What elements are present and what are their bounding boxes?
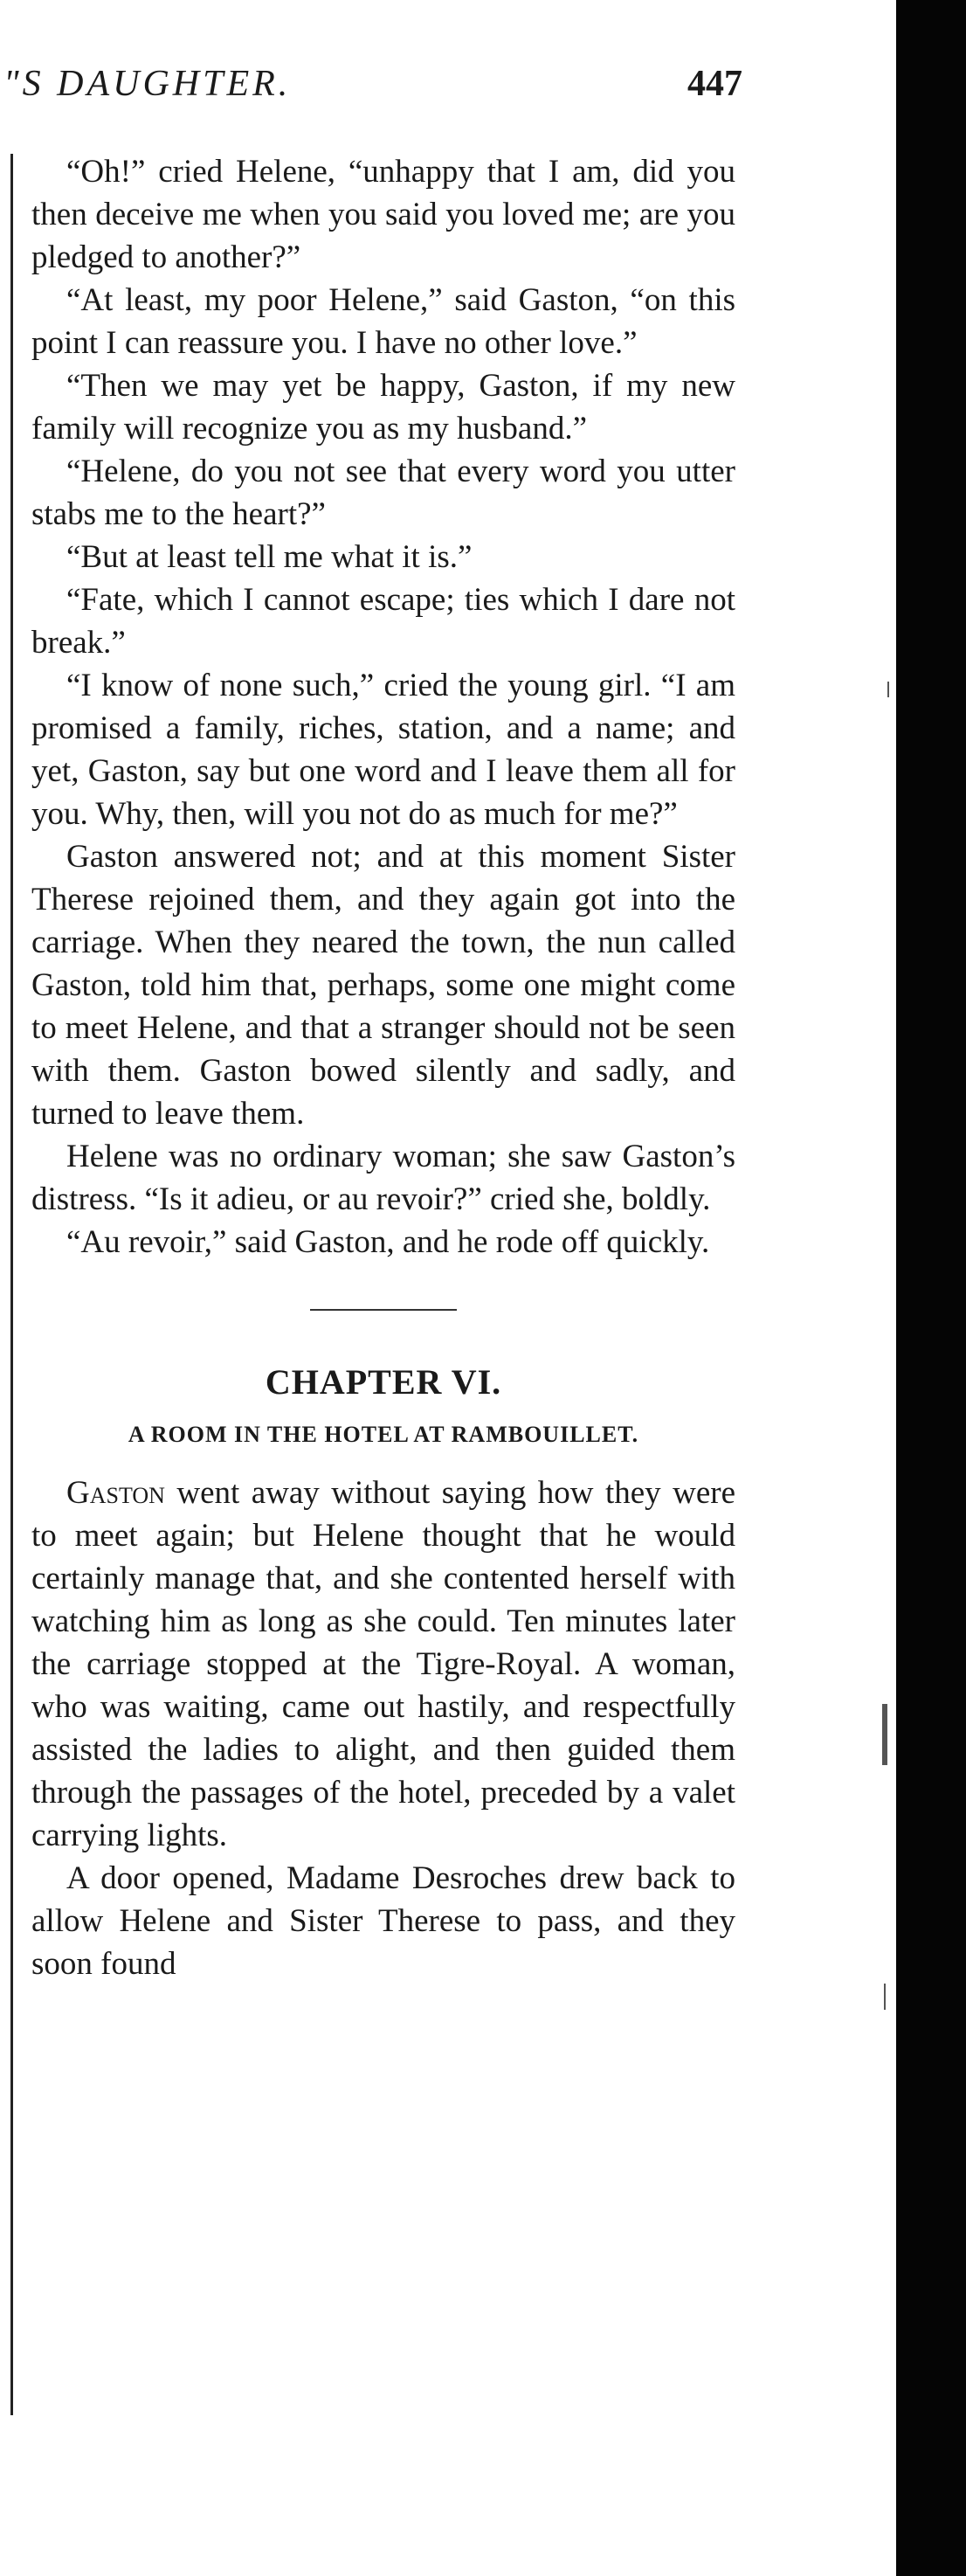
paragraph: “I know of none such,” cried the young girl. “I am promised a family, riches, station, and a name; and yet, Gaston, say but one word and I leave them all for you. Why, then, will you not do as much for me?” bbox=[31, 668, 735, 832]
print-speck bbox=[882, 1704, 887, 1765]
paragraph: “Then we may yet be happy, Gaston, if my new family will recognize you as my husband.” bbox=[31, 368, 735, 447]
paragraph: “Fate, which I cannot escape; ties which I dare not break.” bbox=[31, 582, 735, 661]
paragraph: “At least, my poor Helene,” said Gaston, “on this point I can reassure you. I have no other love.” bbox=[31, 282, 735, 361]
chapter-opening-paragraph bbox=[31, 1472, 735, 1857]
text-body bbox=[31, 150, 735, 1985]
section-divider bbox=[310, 1309, 457, 1311]
chapter-title: CHAPTER VI. bbox=[265, 1362, 502, 1402]
page-header bbox=[0, 63, 742, 115]
opening-word: Gaston bbox=[66, 1475, 165, 1511]
paragraph: A door opened, Madame Desroches drew back to allow Helene and Sister Therese to pass, and they soon found bbox=[31, 1860, 735, 1982]
print-speck bbox=[887, 682, 889, 697]
paragraph: “Au revoir,” said Gaston, and he rode off quickly. bbox=[66, 1224, 710, 1260]
paragraph: Helene was no ordinary woman; she saw Gaston’s distress. “Is it adieu, or au revoir?” cried she, boldly. bbox=[31, 1139, 735, 1217]
paragraph: “Oh!” cried Helene, “unhappy that I am, did you then deceive me when you said you loved me; are you pledged to another?” bbox=[31, 154, 735, 275]
print-speck bbox=[884, 1984, 886, 2010]
running-title: "S DAUGHTER. bbox=[3, 64, 292, 104]
paragraph: “Helene, do you not see that every word you utter stabs me to the heart?” bbox=[31, 454, 735, 532]
opening-paragraph-text: went away without saying how they were to meet again; but Helene thought that he would certainly manage that, and she contented herself with watching him as long as she could. Ten minutes later the carriage stopped at the Tigre-Royal. A woman, who was waiting, came out hastily, and respectfully assisted the ladies to alight, and then guided them through the passages of the hotel, preceded by a valet carrying lights. bbox=[31, 1475, 735, 1853]
page-number: 447 bbox=[687, 64, 742, 104]
binding-edge bbox=[896, 0, 966, 2576]
margin-rule bbox=[10, 154, 13, 2415]
chapter-subtitle: A ROOM IN THE HOTEL AT RAMBOUILLET. bbox=[128, 1422, 639, 1447]
paragraph: “But at least tell me what it is.” bbox=[66, 539, 473, 575]
paragraph: Gaston answered not; and at this moment Sister Therese rejoined them, and they again got into the carriage. When they neared the town, the nun called Gaston, told him that, perhaps, some one might come to meet Helene, and that a stranger should not be seen with them. Gaston bowed silently and sadly, and turned to leave them. bbox=[31, 839, 735, 1132]
